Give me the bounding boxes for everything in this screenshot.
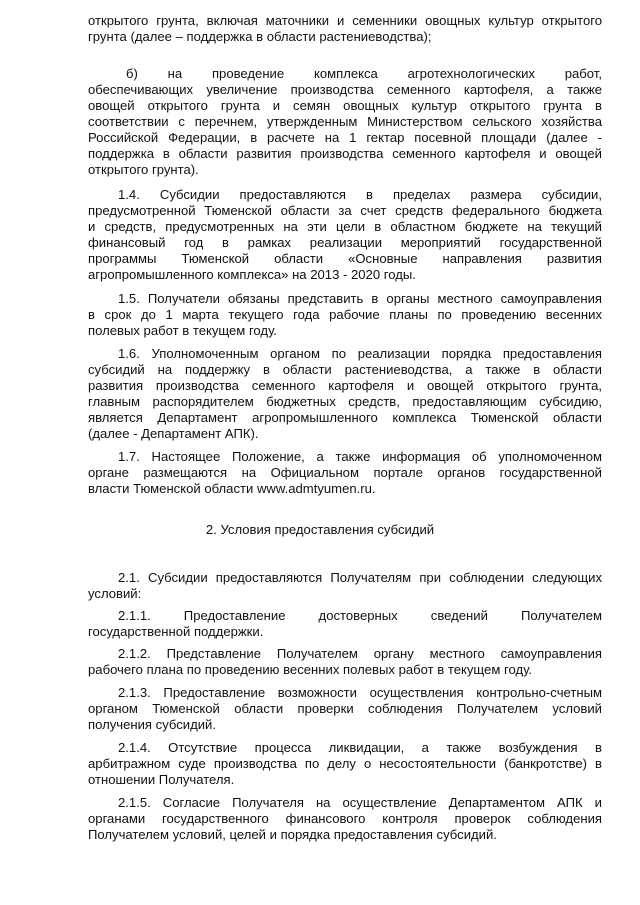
text-line: государственной поддержки. bbox=[88, 624, 264, 639]
text-line: 2.1. Субсидии предоставляются Получателям при соблюдении следующих bbox=[118, 570, 602, 585]
text-line: поддержка в области развития производства семенного картофеля и овощей bbox=[88, 146, 602, 161]
text-line: органами государственного финансового контроля проверок соблюдения bbox=[88, 811, 602, 826]
text-line: открытого грунта, включая маточники и семенники овощных культур открытого bbox=[88, 13, 602, 28]
text-line: и средств, предусмотренных на эти цели в областном бюджете на текущий bbox=[88, 219, 602, 234]
text-line: 1.4. Субсидии предоставляются в пределах размера субсидии, bbox=[118, 187, 602, 202]
text-line: Российской Федерации, в расчете на 1 гектар посевной площади (далее - bbox=[88, 130, 602, 145]
text-line: б) на проведение комплекса агротехнологических работ, bbox=[126, 66, 602, 81]
text-line: власти Тюменской области www.admtyumen.ru. bbox=[88, 481, 376, 496]
text-line: 2.1.2. Представление Получателем органу местного самоуправления bbox=[118, 646, 602, 661]
text-line: 1.5. Получатели обязаны представить в органы местного самоуправления bbox=[118, 291, 602, 306]
paragraph-2-1-4 bbox=[88, 740, 602, 788]
text-line: развития производства семенного картофеля и овощей открытого грунта, bbox=[88, 378, 602, 393]
paragraph-1-6 bbox=[88, 346, 602, 442]
text-line: открытого грунта). bbox=[88, 162, 199, 177]
text-line: (далее - Департамент АПК). bbox=[88, 426, 259, 441]
text-line: главным распорядителем бюджетных средств, предоставляющим субсидию, bbox=[88, 394, 602, 409]
text-line: условий: bbox=[88, 586, 142, 601]
paragraph-continuation bbox=[88, 13, 602, 45]
text-line: агропромышленного комплекса» на 2013 - 2020 годы. bbox=[88, 267, 416, 282]
text-line: получения субсидий. bbox=[88, 717, 217, 732]
paragraph-2-1-3 bbox=[88, 685, 602, 733]
text-line: субсидий на поддержку в области растениеводства, а также в области bbox=[88, 362, 602, 377]
text-line: овощей открытого грунта и семян овощных культур открытого грунта в bbox=[88, 98, 602, 113]
text-line: органе размещаются на Официальном портале органов государственной bbox=[88, 465, 602, 480]
text-line: финансовый год в рамках реализации мероприятий государственной bbox=[88, 235, 602, 250]
text-line: соответствии с перечнем, утвержденным Министерством сельского хозяйства bbox=[88, 114, 602, 129]
paragraph-1-7 bbox=[88, 449, 602, 497]
text-line: рабочего плана по проведению весенних полевых работ в текущем году. bbox=[88, 662, 532, 677]
text-line: грунта (далее – поддержка в области растениеводства); bbox=[88, 29, 432, 44]
text-line: отношении Получателя. bbox=[88, 772, 235, 787]
paragraph-2-1-2 bbox=[88, 646, 602, 678]
paragraph-2-1 bbox=[88, 570, 602, 602]
text-line: 1.7. Настоящее Положение, а также информация об уполномоченном bbox=[118, 449, 602, 464]
text-line: 1.6. Уполномоченным органом по реализации порядка предоставления bbox=[118, 346, 602, 361]
section-heading: 2. Условия предоставления субсидий bbox=[205, 522, 435, 537]
text-line: 2.1.4. Отсутствие процесса ликвидации, а также возбуждения в bbox=[118, 740, 602, 755]
text-line: полевых работ в текущем году. bbox=[88, 323, 277, 338]
text-line: предусмотренной Тюменской области за счет средств федерального бюджета bbox=[88, 203, 602, 218]
paragraph-item-b bbox=[88, 66, 602, 178]
paragraph-1-4 bbox=[88, 187, 602, 283]
text-line: является Департамент агропромышленного комплекса Тюменской области bbox=[88, 410, 602, 425]
paragraph-2-1-1 bbox=[88, 608, 602, 640]
text-line: 2.1.5. Согласие Получателя на осуществление Департаментом АПК и bbox=[118, 795, 602, 810]
text-line: программы Тюменской области «Основные направления развития bbox=[88, 251, 602, 266]
text-line: 2.1.1. Предоставление достоверных сведений Получателем bbox=[118, 608, 602, 623]
text-line: обеспечивающих увеличение производства семенного картофеля, а также bbox=[88, 82, 602, 97]
text-line: органом Тюменской области проверки соблюдения Получателем условий bbox=[88, 701, 602, 716]
paragraph-1-5 bbox=[88, 291, 602, 339]
text-line: 2.1.3. Предоставление возможности осуществления контрольно-счетным bbox=[118, 685, 602, 700]
text-line: в срок до 1 марта текущего года рабочие планы по проведению весенних bbox=[88, 307, 602, 322]
text-line: арбитражном суде производства по делу о несостоятельности (банкротстве) в bbox=[88, 756, 602, 771]
text-line: Получателем условий, целей и порядка предоставления субсидий. bbox=[88, 827, 497, 842]
paragraph-2-1-5 bbox=[88, 795, 602, 843]
